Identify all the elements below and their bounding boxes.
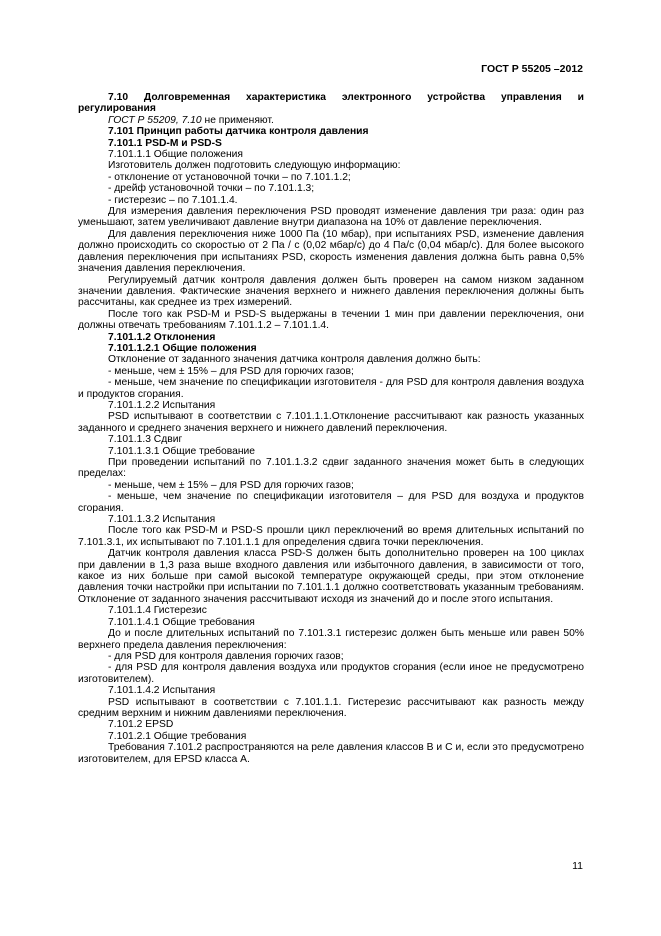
- section-heading-7-101: 7.101 Принцип работы датчика контроля давления: [108, 126, 369, 138]
- paragraph-reference: [78, 115, 584, 126]
- list-item: - меньше, чем ± 15% – для PSD для горючих газов;: [108, 365, 354, 377]
- paragraph: После того как PSD-M и PSD-S выдержаны в течении 1 мин при давлении переключения, они должны отвечать требованиям 7.101.1.2 – 7.101.1.4.: [78, 308, 584, 332]
- clause-heading: 7.101.1.1 Общие положения: [108, 149, 243, 161]
- section-heading-7-101-1-2: 7.101.1.2 Отклонения: [108, 331, 216, 343]
- list-item: - меньше, чем значение по спецификации изготовителя – для PSD для воздуха и продуктов сгорания.: [78, 491, 584, 514]
- paragraph: Для давления переключения ниже 1000 Па (10 мбар), при испытаниях PSD, изменение давления должно происходить со скоростью от 2 Па / с (0,02 мбар/с) до 4 Па/с (0,04 мбар/с). Для более высокого давления переключения при испытаниях PSD, скорость изменения давления должна быть равна 0,5% значения давления переключения.: [78, 228, 584, 275]
- paragraph: При проведении испытаний по 7.101.1.3.2 сдвиг заданного значения может быть в следующих пределах:: [78, 457, 584, 480]
- clause-heading: 7.101.1.4.1 Общие требования: [108, 616, 255, 628]
- clause-heading: 7.101.1.4 Гистерезис: [108, 605, 207, 617]
- list-item: - меньше, чем ± 15% – для PSD для горючих газов;: [108, 479, 354, 491]
- list-item: - гистерезис – по 7.101.1.4.: [108, 194, 238, 206]
- clause-heading: 7.101.1.3.1 Общие требование: [108, 445, 256, 457]
- section-heading-7-101-1: 7.101.1 PSD-M и PSD-S: [108, 137, 222, 149]
- paragraph: PSD испытывают в соответствии с 7.101.1.1. Гистерезис рассчитывают как разность между средним верхним и нижним давлениями переключения.: [78, 696, 584, 719]
- paragraph: PSD испытывают в соответствии с 7.101.1.1.Отклонение рассчитывают как разность указанных заданного и среднего значения верхнего и нижнего давлений переключения.: [78, 411, 584, 434]
- reference-text: ГОСТ Р 55209, 7.10: [108, 114, 202, 126]
- list-item: - для PSD для контроля давления воздуха или продуктов сгорания (если иное не предусмотрено изготовителем).: [78, 662, 584, 685]
- reference-tail: не применяют.: [201, 114, 274, 126]
- paragraph: Датчик контроля давления класса PSD-S должен быть дополнительно проверен на 100 циклах при давлении в 1,3 раза выше входного давления или избыточного давления, в зависимости от того, какое из них больше при самой высокой температуре окружающей среды, при этом отклонение давления точки настройки при испытании по 7.101.1.1 должно соответствовать указанным требованиям. Отклонение от заданного значения рассчитывают исходя из значений до и после этого испытания.: [78, 548, 584, 605]
- document-body: [78, 92, 584, 765]
- paragraph: Для измерения давления переключения PSD проводят изменение давления три раза: один раз уменьшают, затем увеличивают давление внутри диапазона на 10% от давление переключения.: [78, 206, 584, 229]
- clause-heading: 7.101.1.3 Сдвиг: [108, 434, 183, 446]
- section-heading-7-10: 7.10 Долговременная характеристика электронного устройства управления и регулирования: [78, 92, 584, 115]
- paragraph: После того как PSD-M и PSD-S прошли цикл переключений во время длительных испытаний по 7.101.3.1, их испытывают по 7.101.1.1 для определения сдвига точки переключения.: [78, 525, 584, 548]
- clause-heading: 7.101.1.4.2 Испытания: [108, 685, 216, 697]
- section-heading-7-101-1-2-1: 7.101.1.2.1 Общие положения: [108, 342, 257, 354]
- paragraph: Отклонение от заданного значения датчика контроля давления должно быть:: [108, 354, 481, 366]
- list-item: - отклонение от установочной точки – по 7.101.1.2;: [108, 171, 351, 183]
- paragraph: До и после длительных испытаний по 7.101.3.1 гистерезис должен быть меньше или равен 50% верхнего предела давления переключения:: [78, 628, 584, 651]
- list-item: - дрейф установочной точки – по 7.101.1.3;: [108, 183, 315, 195]
- clause-heading: 7.101.2 EPSD: [108, 719, 174, 731]
- paragraph: Требования 7.101.2 распространяются на реле давления классов B и C и, если это предусмотрено изготовителем, для EPSD класса A.: [78, 742, 584, 765]
- document-header: ГОСТ Р 55205 –2012: [481, 63, 583, 75]
- paragraph: Регулируемый датчик контроля давления должен быть проверен на самом низком заданном значении давления. Фактические значения верхнего и нижнего давления переключения должны быть рассчитаны, как среднее из трех измерений.: [78, 274, 584, 309]
- paragraph: Изготовитель должен подготовить следующую информацию:: [108, 160, 401, 172]
- list-item: - меньше, чем значение по спецификации изготовителя - для PSD для контроля давления воздуха и продуктов сгорания.: [78, 377, 584, 400]
- clause-heading: 7.101.1.2.2 Испытания: [108, 399, 216, 411]
- page-number: 11: [572, 860, 583, 872]
- list-item: - для PSD для контроля давления горючих газов;: [108, 650, 344, 662]
- clause-heading: 7.101.2.1 Общие требования: [108, 730, 247, 742]
- clause-heading: 7.101.1.3.2 Испытания: [108, 514, 216, 526]
